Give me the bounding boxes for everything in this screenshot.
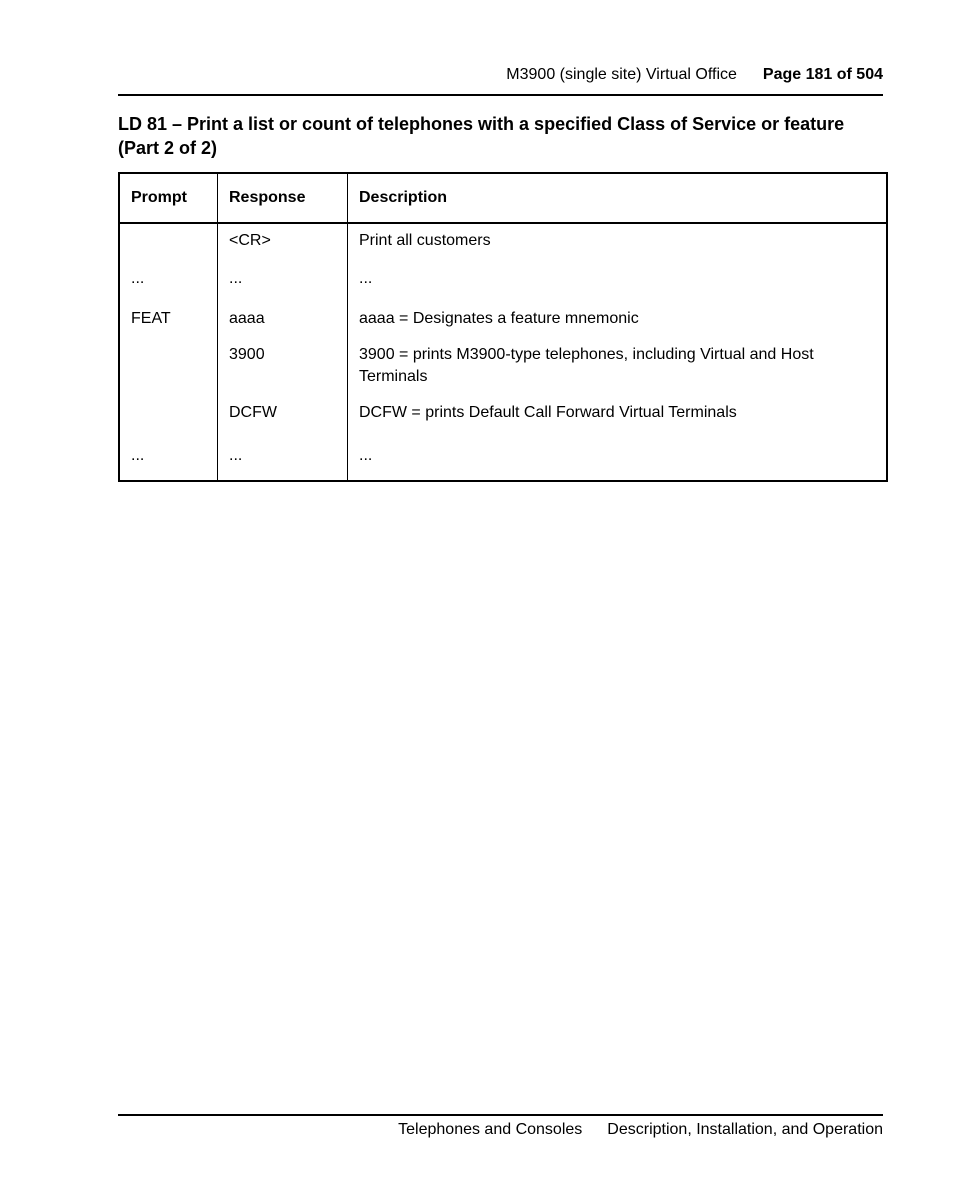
description-cell: Print all customers (348, 223, 888, 268)
description-cell: ... (348, 445, 888, 481)
response-cell: DCFW (218, 402, 348, 445)
response-cell: aaaa (218, 308, 348, 344)
table-row (119, 402, 887, 445)
table-row (119, 445, 887, 481)
column-header-description: Description (348, 173, 888, 223)
table-title: LD 81 – Print a list or count of telephones with a specified Class of Service or feature (Part 2 of 2) (118, 114, 845, 158)
description-cell: DCFW = prints Default Call Forward Virtual Terminals (348, 402, 888, 445)
table-header-row (119, 173, 887, 223)
prompt-cell: ... (131, 447, 145, 464)
response-cell: <CR> (218, 223, 348, 268)
description-cell: 3900 = prints M3900-type telephones, including Virtual and Host Terminals (348, 344, 888, 402)
prompt-cell (119, 344, 218, 402)
ld81-table (118, 172, 888, 482)
table-row (119, 308, 887, 344)
prompt-cell: FEAT (131, 310, 171, 327)
page-number: Page 181 of 504 (762, 66, 883, 83)
table-row (119, 268, 887, 308)
prompt-cell (119, 223, 218, 268)
response-cell: 3900 (218, 344, 348, 402)
prompt-cell: ... (131, 270, 145, 287)
page-footer (118, 1114, 883, 1141)
description-cell: ... (348, 268, 888, 308)
footer-document-type: Description, Installation, and Operation (607, 1121, 883, 1138)
column-header-prompt: Prompt (119, 173, 218, 223)
description-cell: aaaa = Designates a feature mnemonic (348, 308, 888, 344)
footer-product-line: Telephones and Consoles (398, 1121, 583, 1138)
response-cell: ... (218, 445, 348, 481)
table-row (119, 223, 887, 268)
page-header (118, 64, 883, 96)
response-cell: ... (218, 268, 348, 308)
column-header-response: Response (218, 173, 348, 223)
table-row (119, 344, 887, 402)
prompt-cell (119, 402, 218, 445)
document-title: M3900 (single site) Virtual Office (506, 66, 737, 83)
